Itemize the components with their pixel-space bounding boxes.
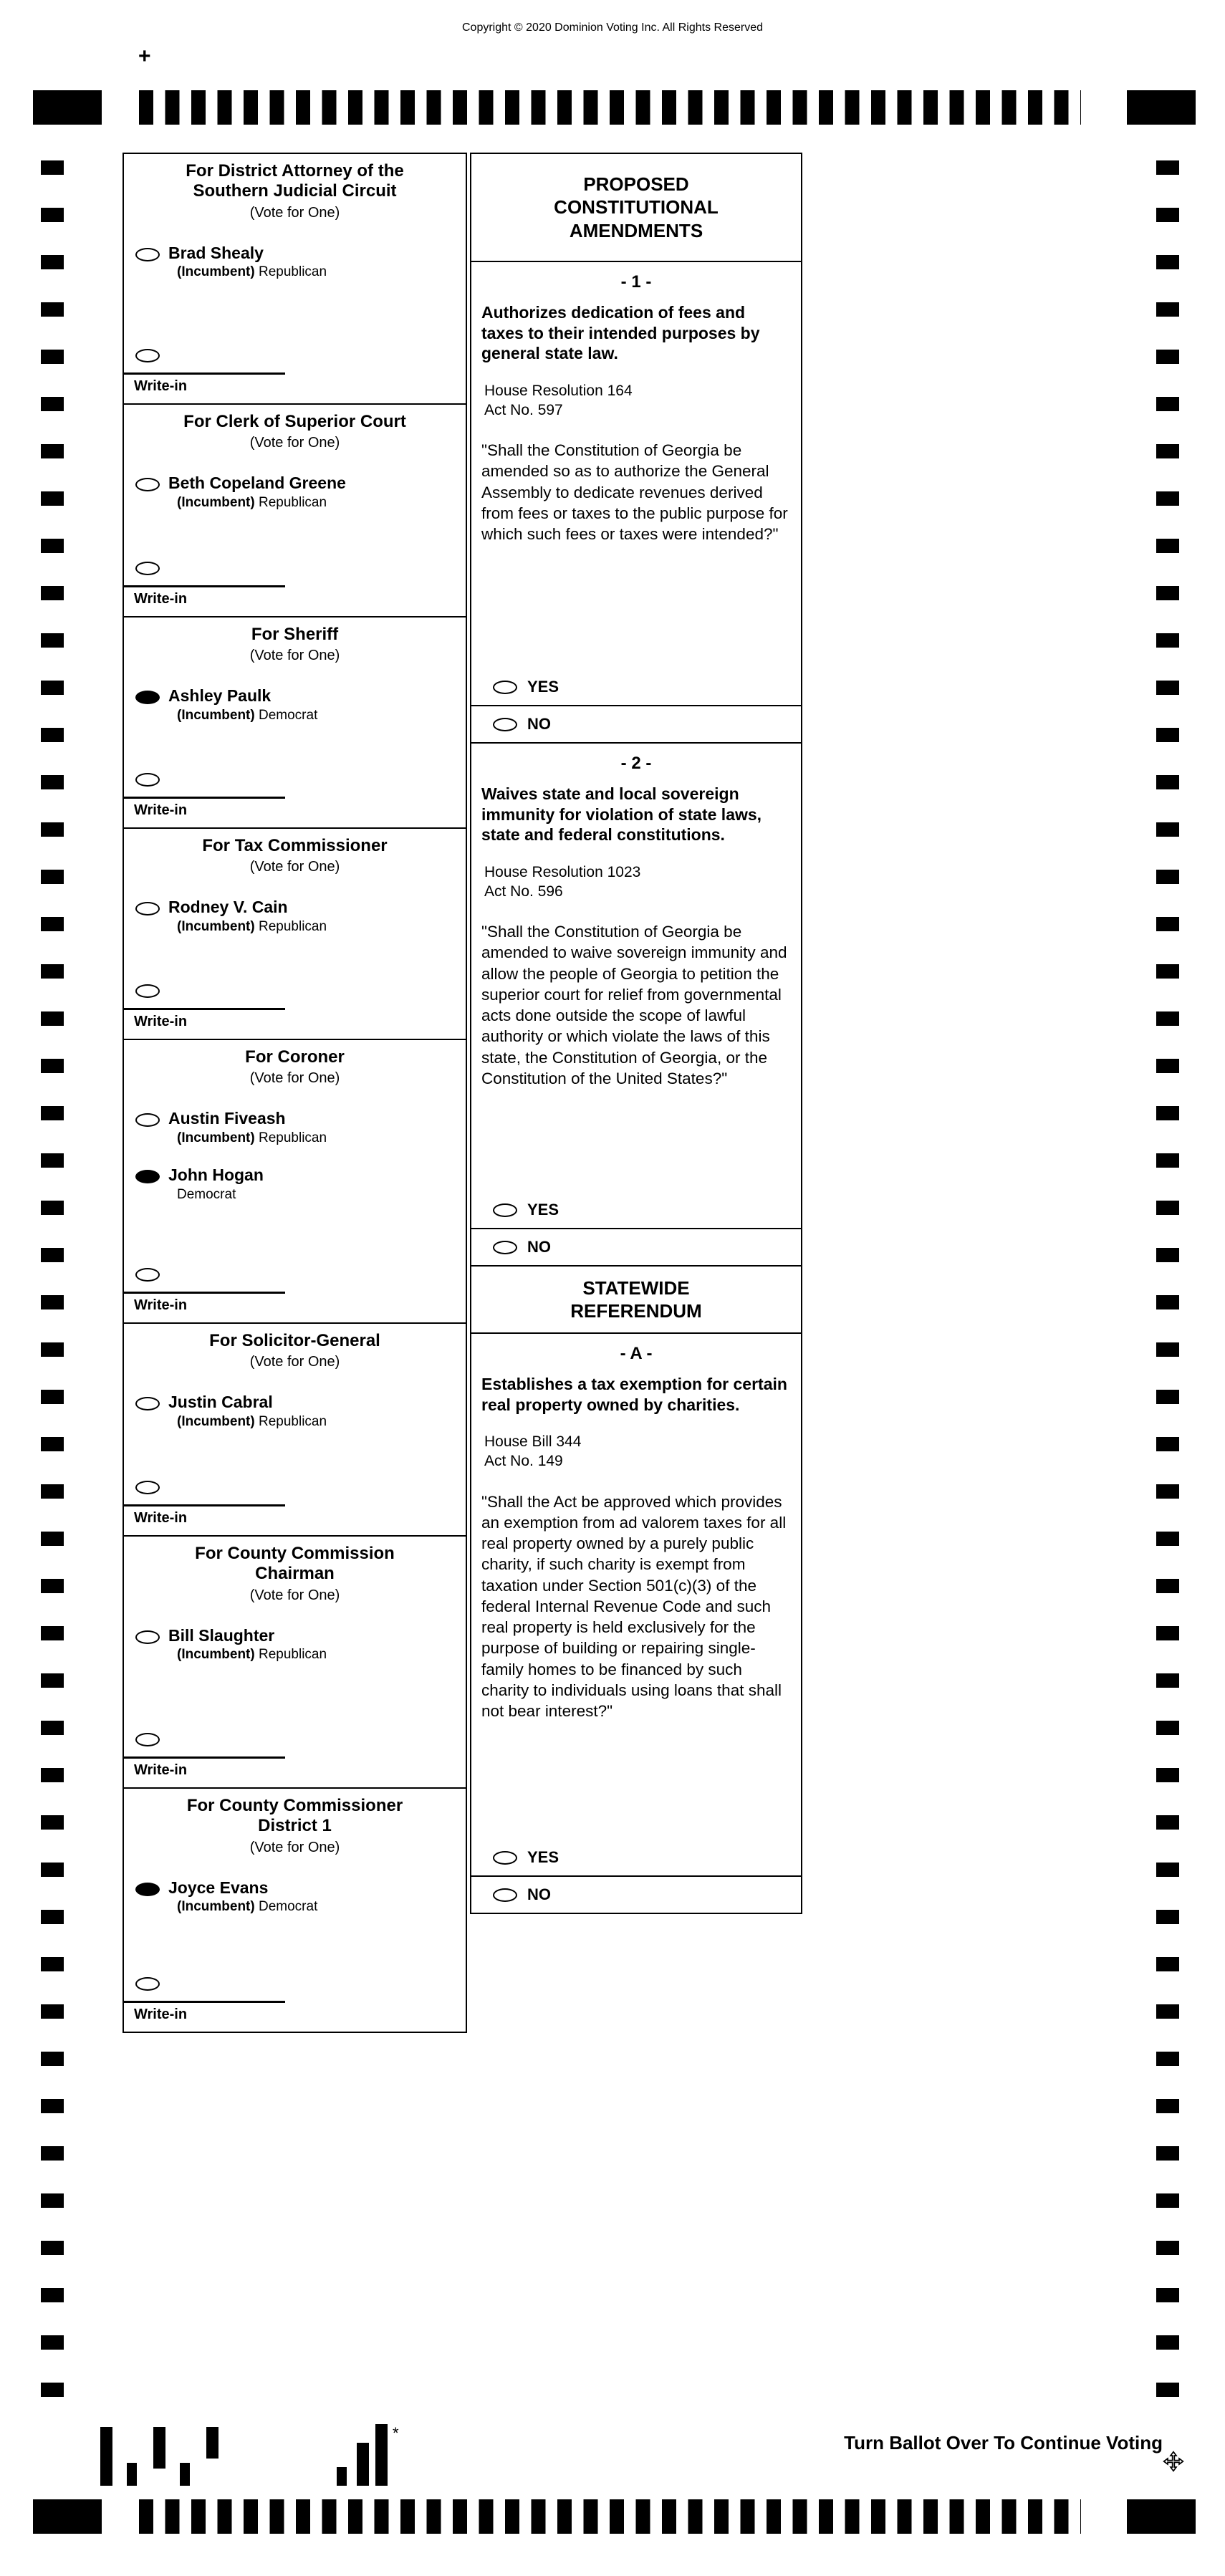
- candidate-affiliation: (Incumbent) Republican: [177, 264, 327, 280]
- measure-question: "Shall the Act be approved which provides an exemption from ad valorem taxes for all real property owned by a purely public charity, if such charity is exempt from taxation under Section 501(c)(3) of the federal Internal Revenue Code and such real property is held exclusively for the purpose of building or repairing single-family homes to be financed by such charity to individuals using loans that shall not bear interest?": [481, 1492, 787, 1721]
- timing-marks-left: [41, 160, 64, 2410]
- contest-title: For Solicitor-General: [209, 1331, 380, 1350]
- write-in-label: Write-in: [134, 591, 188, 607]
- write-in-oval[interactable]: [135, 349, 160, 362]
- ballot-oval[interactable]: [135, 691, 160, 704]
- timing-block-right: [1127, 90, 1196, 125]
- candidate-affiliation: (Incumbent) Democrat: [177, 1899, 318, 1915]
- measure-amendment-2: [470, 742, 802, 1267]
- referendum-header: STATEWIDE REFERENDUM: [470, 1265, 802, 1334]
- no-oval[interactable]: [493, 1888, 517, 1902]
- amendments-header: PROPOSED CONSTITUTIONAL AMENDMENTS: [470, 153, 802, 262]
- contest-header: [124, 1324, 466, 1373]
- write-in-area[interactable]: [124, 1008, 466, 1030]
- write-in-oval-row: [124, 1712, 466, 1746]
- yes-label: YES: [527, 1201, 559, 1219]
- write-in-area[interactable]: [124, 1756, 466, 1779]
- contest-header: [124, 1537, 466, 1607]
- code-bar: [357, 2443, 369, 2486]
- measure-number: - 1 -: [620, 272, 652, 292]
- write-in-line: [124, 1292, 285, 1294]
- ballot-content: [123, 153, 802, 2033]
- contest-sheriff: [123, 616, 467, 829]
- write-in-area[interactable]: [124, 797, 466, 819]
- yes-oval[interactable]: [493, 1203, 517, 1217]
- contest-title: For Clerk of Superior Court: [183, 412, 406, 431]
- contest-commission-chairman: [123, 1535, 467, 1789]
- answer-no-row: [471, 1228, 801, 1265]
- write-in-oval-row: [124, 752, 466, 787]
- candidate-name: Ashley Paulk: [168, 686, 272, 706]
- write-in-line: [124, 1756, 285, 1759]
- contest-solicitor-general: [123, 1322, 467, 1537]
- write-in-oval[interactable]: [135, 1977, 160, 1991]
- timing-block-left: [33, 2499, 102, 2534]
- code-bar: [153, 2427, 165, 2469]
- write-in-line: [124, 1504, 285, 1506]
- contest-title: For Coroner: [245, 1047, 345, 1067]
- no-label: NO: [527, 1885, 551, 1903]
- write-in-oval-row: [124, 963, 466, 998]
- no-label: NO: [527, 715, 551, 733]
- code-bar: [337, 2467, 347, 2486]
- measure-summary: Waives state and local sovereign immunity for violation of state laws, state and federal constitutions.: [481, 784, 762, 845]
- candidate-name: Bill Slaughter: [168, 1625, 275, 1645]
- write-in-area[interactable]: [124, 373, 466, 395]
- write-in-area[interactable]: [124, 1504, 466, 1527]
- timing-block-right: [1127, 2499, 1196, 2534]
- contest-header: [124, 1789, 466, 1859]
- candidate-name: John Hogan: [168, 1166, 264, 1185]
- code-bar: [375, 2424, 388, 2486]
- code-asterisk: *: [393, 2424, 399, 2442]
- contest-title: For Tax Commissioner: [202, 836, 388, 855]
- candidate-text: [168, 687, 317, 724]
- no-label: NO: [527, 1238, 551, 1256]
- vote-for-instruction: (Vote for One): [249, 1587, 340, 1603]
- write-in-label: Write-in: [134, 1510, 188, 1526]
- candidate-name: Beth Copeland Greene: [168, 474, 346, 493]
- write-in-label: Write-in: [134, 802, 188, 818]
- write-in-oval[interactable]: [135, 1733, 160, 1746]
- candidate-name: Rodney V. Cain: [168, 898, 288, 917]
- candidate-row: [124, 1879, 466, 1916]
- candidate-text: [168, 1393, 327, 1430]
- candidate-name: Justin Cabral: [168, 1393, 273, 1412]
- measure-amendment-1: [470, 261, 802, 744]
- vote-for-instruction: (Vote for One): [249, 648, 340, 664]
- ballot-oval[interactable]: [135, 902, 160, 915]
- answer-yes-row: [471, 1840, 801, 1875]
- write-in-oval[interactable]: [135, 773, 160, 787]
- contest-header: [124, 617, 466, 667]
- ballot-oval[interactable]: [135, 1630, 160, 1644]
- candidate-name: Joyce Evans: [168, 1878, 269, 1897]
- candidate-text: [168, 474, 346, 511]
- candidate-affiliation: Democrat: [177, 1186, 236, 1202]
- contest-title: For County Commission Chairman: [195, 1544, 395, 1584]
- ballot-oval[interactable]: [135, 1170, 160, 1183]
- candidate-affiliation: (Incumbent) Republican: [177, 1130, 327, 1146]
- registration-plus-mark: +: [138, 44, 151, 68]
- four-arrow-icon: [1162, 2450, 1185, 2473]
- measure-referendum-a: [470, 1332, 802, 1914]
- code-bar: [127, 2463, 137, 2486]
- candidate-text: [168, 244, 327, 281]
- candidate-row: [124, 687, 466, 724]
- contest-header: [124, 1040, 466, 1090]
- candidate-row: [124, 244, 466, 281]
- copyright-text: Copyright © 2020 Dominion Voting Inc. All Rights Reserved: [461, 21, 763, 34]
- candidate-name: Brad Shealy: [168, 243, 264, 262]
- candidate-row: [124, 474, 466, 511]
- write-in-area[interactable]: [124, 585, 466, 607]
- write-in-oval[interactable]: [135, 562, 160, 575]
- ballot-oval[interactable]: [135, 1883, 160, 1896]
- write-in-line: [124, 2001, 285, 2003]
- vote-for-instruction: (Vote for One): [249, 435, 340, 451]
- measure-number: - A -: [620, 1344, 653, 1363]
- measure-reference: House Bill 344 Act No. 149: [484, 1433, 582, 1470]
- candidate-row: [124, 898, 466, 935]
- measure-reference: House Resolution 1023 Act No. 596: [484, 863, 641, 900]
- contest-tax-commissioner: [123, 827, 467, 1040]
- write-in-oval[interactable]: [135, 984, 160, 998]
- yes-oval[interactable]: [493, 1851, 517, 1865]
- vote-for-instruction: (Vote for One): [249, 1070, 340, 1087]
- code-bar: [180, 2463, 190, 2486]
- candidate-text: [168, 898, 327, 935]
- vote-for-instruction: (Vote for One): [249, 1839, 340, 1855]
- candidate-text: [168, 1627, 327, 1663]
- candidate-text: [168, 1879, 317, 1916]
- measures-column: [470, 153, 802, 1914]
- write-in-oval-row: [124, 1460, 466, 1494]
- contest-header: [124, 154, 466, 224]
- write-in-label: Write-in: [134, 2007, 188, 2022]
- write-in-line: [124, 373, 285, 375]
- contest-title: For District Attorney of the Southern Judicial Circuit: [186, 161, 404, 201]
- contest-district-attorney: [123, 153, 467, 405]
- answer-no-row: [471, 705, 801, 742]
- ballot-oval[interactable]: [135, 478, 160, 491]
- write-in-oval-row: [124, 1956, 466, 1991]
- no-oval[interactable]: [493, 1241, 517, 1254]
- measure-answers: [471, 1824, 801, 1913]
- write-in-oval[interactable]: [135, 1481, 160, 1494]
- measure-question: "Shall the Constitution of Georgia be amended so as to authorize the General Assembly to dedicate revenues derived from fees or taxes to the public purpose for which such fees or taxes were intended?": [481, 441, 788, 544]
- candidate-affiliation: (Incumbent) Democrat: [177, 708, 318, 724]
- contest-commissioner-district-1: [123, 1787, 467, 2033]
- write-in-line: [124, 797, 285, 799]
- answer-no-row: [471, 1875, 801, 1913]
- candidate-row: [124, 1627, 466, 1663]
- vote-for-instruction: (Vote for One): [249, 1354, 340, 1370]
- measure-reference: House Resolution 164 Act No. 597: [484, 382, 633, 418]
- vote-for-instruction: (Vote for One): [249, 859, 340, 875]
- ballot-oval[interactable]: [135, 1397, 160, 1410]
- write-in-line: [124, 1008, 285, 1010]
- timing-marks-top: [33, 90, 1196, 125]
- measure-summary: Establishes a tax exemption for certain real property owned by charities.: [481, 1375, 787, 1414]
- measure-number: - 2 -: [620, 754, 652, 773]
- timing-marks-bottom: [33, 2499, 1196, 2534]
- answer-yes-row: [471, 669, 801, 705]
- candidate-affiliation: (Incumbent) Republican: [177, 1647, 327, 1663]
- candidate-row: [124, 1166, 466, 1203]
- contest-header: [124, 405, 466, 454]
- write-in-label: Write-in: [134, 378, 188, 394]
- contest-title: For Sheriff: [251, 625, 339, 644]
- write-in-line: [124, 585, 285, 587]
- contest-coroner: [123, 1039, 467, 1324]
- write-in-oval-row: [124, 541, 466, 575]
- contests-column: [123, 153, 467, 2033]
- candidate-row: [124, 1393, 466, 1430]
- code-bar: [100, 2427, 112, 2486]
- yes-oval[interactable]: [493, 681, 517, 694]
- write-in-label: Write-in: [134, 1297, 188, 1313]
- write-in-label: Write-in: [134, 1014, 188, 1029]
- write-in-oval-row: [124, 1247, 466, 1282]
- candidate-text: [168, 1166, 264, 1203]
- no-oval[interactable]: [493, 718, 517, 731]
- contest-clerk-superior-court: [123, 403, 467, 617]
- candidate-affiliation: (Incumbent) Republican: [177, 919, 327, 935]
- candidate-row: [124, 1110, 466, 1146]
- contest-header: [124, 829, 466, 878]
- write-in-area[interactable]: [124, 2001, 466, 2023]
- timing-block-left: [33, 90, 102, 125]
- measure-summary: Authorizes dedication of fees and taxes to their intended purposes by general state law.: [481, 303, 760, 363]
- measure-answers: [471, 1176, 801, 1265]
- write-in-oval[interactable]: [135, 1268, 160, 1282]
- write-in-label: Write-in: [134, 1762, 188, 1778]
- answer-yes-row: [471, 1192, 801, 1228]
- ballot-oval[interactable]: [135, 1113, 160, 1127]
- measure-question: "Shall the Constitution of Georgia be amended to waive sovereign immunity and allow the people of Georgia to petition the superior court for relief from governmental acts done outside the scope of lawful authority or which violate the laws of this state, the Constitution of Georgia, or the Constitution of the United States?": [481, 923, 787, 1087]
- turn-ballot-over-text: Turn Ballot Over To Continue Voting: [844, 2432, 1163, 2454]
- timing-marks-right: [1156, 160, 1179, 2410]
- timing-bars: [139, 2499, 1081, 2534]
- write-in-area[interactable]: [124, 1292, 466, 1314]
- candidate-text: [168, 1110, 327, 1146]
- yes-label: YES: [527, 1848, 559, 1866]
- yes-label: YES: [527, 678, 559, 696]
- candidate-affiliation: (Incumbent) Republican: [177, 495, 327, 511]
- code-bar: [206, 2427, 218, 2459]
- candidate-affiliation: (Incumbent) Republican: [177, 1414, 327, 1430]
- ballot-oval[interactable]: [135, 248, 160, 261]
- contest-title: For County Commissioner District 1: [186, 1796, 403, 1836]
- measure-answers: [471, 653, 801, 742]
- timing-bars: [139, 90, 1081, 125]
- write-in-oval-row: [124, 328, 466, 362]
- candidate-name: Austin Fiveash: [168, 1109, 286, 1128]
- vote-for-instruction: (Vote for One): [249, 204, 340, 221]
